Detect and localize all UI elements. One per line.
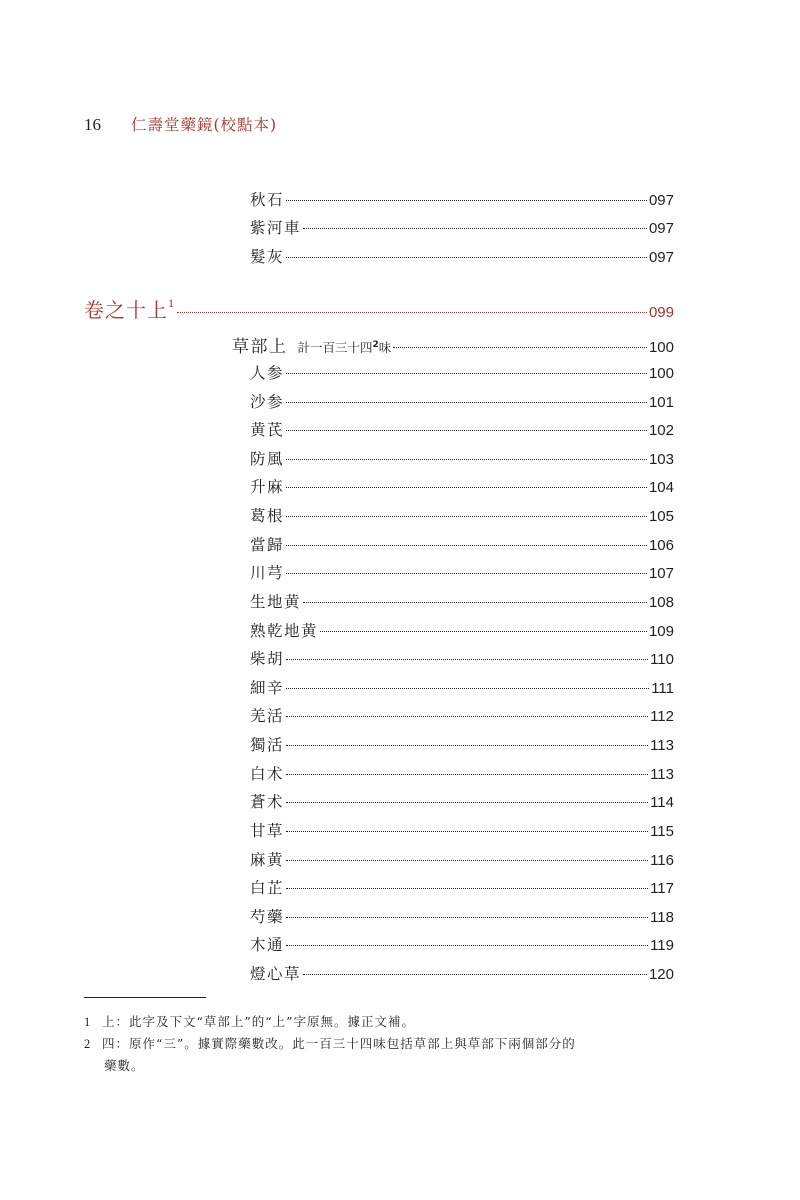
- entry-page: 119: [650, 937, 674, 954]
- entry-page: 106: [648, 537, 674, 554]
- toc-entry: [250, 962, 674, 984]
- dot-leader: [286, 688, 649, 689]
- toc-entry: [250, 619, 674, 641]
- entry-label: 燈心草: [250, 965, 302, 983]
- entry-page: 100: [648, 365, 674, 382]
- entry-label: 人参: [250, 364, 285, 382]
- entry-page: 109: [648, 623, 674, 640]
- toc-entry: [250, 475, 674, 497]
- toc-entry: [250, 876, 674, 898]
- dot-leader: [303, 602, 647, 603]
- toc-entry: [250, 561, 674, 583]
- entry-page: 117: [650, 880, 674, 897]
- dot-leader: [286, 430, 647, 431]
- entry-label: 細辛: [250, 679, 285, 697]
- entry-page: 105: [648, 508, 674, 525]
- entry-label: 川芎: [250, 564, 285, 582]
- entry-page: 097: [648, 220, 674, 237]
- footnote: [84, 1033, 680, 1077]
- toc-entry: [250, 933, 674, 955]
- footnote: [84, 1011, 680, 1033]
- entry-label: 紫河車: [250, 219, 302, 237]
- dot-leader: [286, 257, 647, 258]
- footnote-rule: [84, 997, 206, 998]
- entry-label: 柴胡: [250, 650, 285, 668]
- entry-label: 白芷: [250, 879, 285, 897]
- toc-entry: [250, 647, 674, 669]
- entry-label: 生地黄: [250, 593, 302, 611]
- entry-page: 097: [648, 192, 674, 209]
- dot-leader: [303, 228, 647, 229]
- entry-page: 113: [650, 766, 674, 783]
- entry-label: 葛根: [250, 507, 285, 525]
- entry-page: 111: [651, 680, 674, 697]
- footnote-text: 上：此字及下文“草部上”的“上”字原無。據正文補。: [102, 1014, 416, 1029]
- dot-leader: [286, 373, 647, 374]
- entry-label: 獨活: [250, 736, 285, 754]
- entry-page: 097: [648, 249, 674, 266]
- footnote-number: 2: [84, 1037, 91, 1051]
- dot-leader: [286, 200, 647, 201]
- entry-label: 蒼术: [250, 793, 285, 811]
- dot-leader: [286, 402, 647, 403]
- dot-leader: [286, 573, 647, 574]
- footnote-ref: 2: [372, 339, 379, 350]
- entry-page: 118: [650, 909, 674, 926]
- dot-leader: [286, 860, 648, 861]
- chapter-heading: [84, 294, 674, 320]
- dot-leader: [286, 831, 648, 832]
- dot-leader: [286, 745, 648, 746]
- toc-entry: [250, 390, 674, 412]
- dot-leader: [286, 888, 648, 889]
- section-title: 草部上 計一百三十四$^2$味: [232, 337, 392, 357]
- chapter-title: 卷之十上$^1$: [84, 296, 175, 322]
- entry-label: 升麻: [250, 478, 285, 496]
- entry-page: 107: [648, 565, 674, 582]
- toc-entry: [250, 188, 674, 210]
- entry-label: 當歸: [250, 536, 285, 554]
- toc-entry: [250, 533, 674, 555]
- entry-label: 麻黄: [250, 851, 285, 869]
- toc-entry: [250, 819, 674, 841]
- toc-entry: [250, 361, 674, 383]
- toc-entry: [250, 447, 674, 469]
- toc-entry: [250, 418, 674, 440]
- footnote-ref: 1: [168, 296, 175, 311]
- dot-leader: [393, 347, 647, 348]
- page-number: 16: [84, 115, 101, 134]
- entry-label: 甘草: [250, 822, 285, 840]
- dot-leader: [303, 974, 647, 975]
- dot-leader: [320, 631, 647, 632]
- entry-page: 115: [650, 823, 674, 840]
- toc-entry: [250, 790, 674, 812]
- entry-page: 116: [650, 852, 674, 869]
- running-head: [84, 113, 277, 135]
- footnote-continuation: 藥數。: [104, 1058, 145, 1073]
- toc-entry: [250, 676, 674, 698]
- entry-label: 秋石: [250, 191, 285, 209]
- entry-page: 110: [650, 651, 674, 668]
- dot-leader: [286, 516, 647, 517]
- entry-label: 白术: [250, 765, 285, 783]
- entry-page: 114: [650, 794, 674, 811]
- section-note: 計一百三十四$^2$味: [297, 339, 392, 355]
- dot-leader: [286, 487, 647, 488]
- dot-leader: [286, 716, 648, 717]
- dot-leader: [286, 659, 648, 660]
- dot-leader: [286, 774, 648, 775]
- entry-label: 髮灰: [250, 248, 285, 266]
- entry-page: 108: [648, 594, 674, 611]
- entry-page: 113: [650, 737, 674, 754]
- entry-page: 103: [648, 451, 674, 468]
- dot-leader: [286, 802, 648, 803]
- toc-entry: [250, 704, 674, 726]
- toc-entry: [250, 216, 674, 238]
- footnote-number: 1: [84, 1015, 91, 1029]
- section-heading: [232, 332, 674, 357]
- dot-leader: [286, 459, 647, 460]
- entry-page: 112: [650, 708, 674, 725]
- section-page: 100: [648, 339, 674, 356]
- entry-label: 沙参: [250, 393, 285, 411]
- toc-entry: [250, 590, 674, 612]
- dot-leader: [286, 917, 648, 918]
- entry-label: 黄芪: [250, 421, 285, 439]
- book-title: 仁壽堂藥鏡(校點本): [131, 116, 278, 134]
- toc-entry: [250, 504, 674, 526]
- toc-entry: [250, 245, 674, 267]
- toc-entry: [250, 762, 674, 784]
- chapter-page: 099: [648, 304, 674, 321]
- dot-leader: [286, 545, 647, 546]
- entry-label: 芍藥: [250, 908, 285, 926]
- dot-leader: [177, 312, 647, 313]
- entry-label: 防風: [250, 450, 285, 468]
- entry-label: 熟乾地黄: [250, 622, 319, 640]
- entry-page: 104: [648, 479, 674, 496]
- toc-entry: [250, 733, 674, 755]
- entry-label: 木通: [250, 936, 285, 954]
- entry-page: 120: [648, 966, 674, 983]
- footnote-text: 四：原作“三”。據實際藥數改。此一百三十四味包括草部上與草部下兩個部分的: [102, 1036, 576, 1051]
- toc-entry: [250, 848, 674, 870]
- entry-page: 101: [648, 394, 674, 411]
- dot-leader: [286, 945, 648, 946]
- entry-label: 羌活: [250, 707, 285, 725]
- entry-page: 102: [648, 422, 674, 439]
- toc-entry: [250, 905, 674, 927]
